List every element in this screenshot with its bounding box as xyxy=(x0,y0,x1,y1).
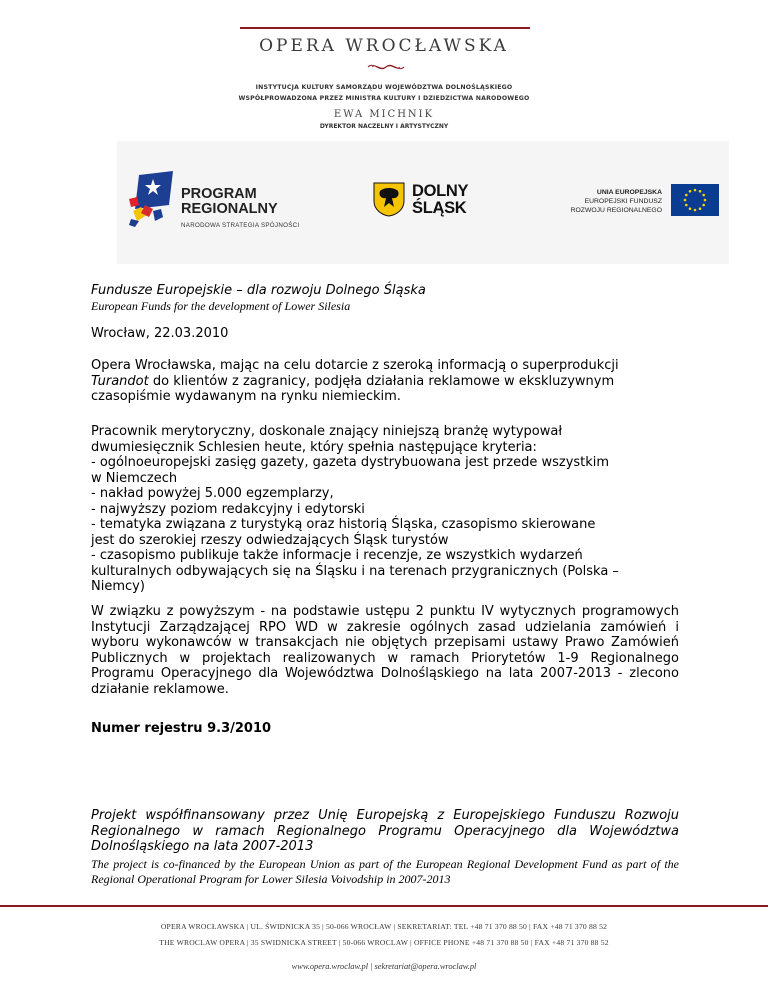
criteria-paragraph xyxy=(91,424,679,595)
criteria-line: jest do szerokiej rzeszy odwiedzających Śląsk turystów xyxy=(91,532,449,548)
program-regionalny-title: PROGRAM REGIONALNY xyxy=(181,186,278,217)
footer-address-en: THE WROCLAW OPERA | 35 SWIDNICKA STREET | 50-066 WROCLAW | OFFICE PHONE +48 71 370 88 50 | FAX +48 71 370 88 52 xyxy=(159,938,609,947)
criteria-line: - nakład powyżej 5.000 egzemplarzy, xyxy=(91,486,334,501)
dolny-slask-crest-icon xyxy=(372,181,406,217)
footer-address-pl: OPERA WROCŁAWSKA | UL. ŚWIDNICKA 35 | 50-066 WROCŁAW | SEKRETARIAT: TEL +48 71 370 88 50 | FAX +48 71 370 88 52 xyxy=(160,922,608,931)
footer-web-contact: www.opera.wroclaw.pl | sekretariat@opera.wroclaw.pl xyxy=(291,962,477,971)
eu-fund-label: UNIA EUROPEJSKA EUROPEJSKI FUNDUSZ ROZWOJU REGIONALNEGO xyxy=(570,189,662,214)
header-top-rule xyxy=(240,27,530,29)
legal-basis-paragraph: W związku z powyższym - na podstawie ustępu 2 punktu IV wytycznych programowych Instytucji Zarządzającej RPO WD w zakresie ogólnych zasad udzielania zamówień i wyboru wykonawców w transakcjach nie objętych przepisami ustawy Prawo Zamówień Publicznych w projektach realizowanych w ramach Priorytetów 1-9 Regionalnego Programu Operacyjnego dla Województwa Dolnośląskiego na lata 2007-2013 - zlecono działanie reklamowe. xyxy=(91,604,679,697)
program-regionalny-subtitle: NARODOWA STRATEGIA SPÓJNOŚCI xyxy=(181,222,300,229)
criteria-line: - czasopismo publikuje także informacje i recenzje, ze wszystkich wydarzeń xyxy=(91,548,583,563)
logo-band xyxy=(117,141,729,264)
criteria-line: w Niemczech xyxy=(91,470,178,486)
register-number: Numer rejestru 9.3/2010 xyxy=(91,721,272,736)
institution-line-1: INSTYTUCJA KULTURY SAMORZĄDU WOJEWÓDZTWA DOLNOŚLĄSKIEGO xyxy=(255,84,513,91)
footer-rule xyxy=(0,905,768,907)
program-regionalny-logo-icon xyxy=(127,171,177,229)
criteria-line: - ogólnoeuropejski zasięg gazety, gazeta dystrybuowana jest przede wszystkim xyxy=(91,455,610,470)
document-date: Wrocław, 22.03.2010 xyxy=(91,326,229,341)
cofinancing-note-pl: Projekt współfinansowany przez Unię Europejską z Europejskiego Funduszu Rozwoju Regionalnego w ramach Regionalnego Programu Operacyjnego dla Województwa Dolnośląskiego na lata 2007-2013 xyxy=(91,808,679,854)
funds-heading-pl: Fundusze Europejskie – dla rozwoju Dolnego Śląska xyxy=(91,283,426,298)
ornament-icon xyxy=(366,60,406,74)
opera-title-turandot: Turandot xyxy=(91,373,149,389)
criteria-line: - tematyka związana z turystyką oraz historią Śląska, czasopismo skierowane xyxy=(91,517,596,532)
cofinancing-note-en: The project is co-financed by the European Union as part of the European Regional Development Fund as part of the Regional Operational Program for Lower Silesia Voivodship in 2007-2013 xyxy=(91,857,679,886)
criteria-line: Pracownik merytoryczny, doskonale znający niniejszą branżę wytypował xyxy=(91,424,563,439)
director-role: DYREKTOR NACZELNY I ARTYSTYCZNY xyxy=(319,123,449,130)
criteria-line: Niemcy) xyxy=(91,579,145,594)
eu-flag-icon xyxy=(671,184,719,216)
organization-name: OPERA WROCŁAWSKA xyxy=(259,36,509,56)
funds-heading-en: European Funds for the development of Lower Silesia xyxy=(91,299,351,313)
institution-line-2: WSPÓŁPROWADZONA PRZEZ MINISTRA KULTURY I DZIEDZICTWA NARODOWEGO xyxy=(238,95,530,102)
dolny-slask-logo-text: DOLNY ŚLĄSK xyxy=(412,182,469,217)
intro-paragraph: Opera Wrocławska, mając na celu dotarcie z szeroką informacją o superprodukcji Turandot do klientów z zagranicy, podjęła działania reklamowe w ekskluzywnym czasopiśmie wydawanym na rynku niemieckim. xyxy=(91,358,619,404)
criteria-line: - najwyższy poziom redakcyjny i edytorski xyxy=(91,501,365,517)
criteria-line: dwumiesięcznik Schlesien heute, który spełnia następujące kryteria: xyxy=(91,439,537,455)
criteria-line: kulturalnych odbywających się na Śląsku i na terenach przygranicznych (Polska – xyxy=(91,563,619,579)
director-name: EWA MICHNIK xyxy=(333,109,435,120)
